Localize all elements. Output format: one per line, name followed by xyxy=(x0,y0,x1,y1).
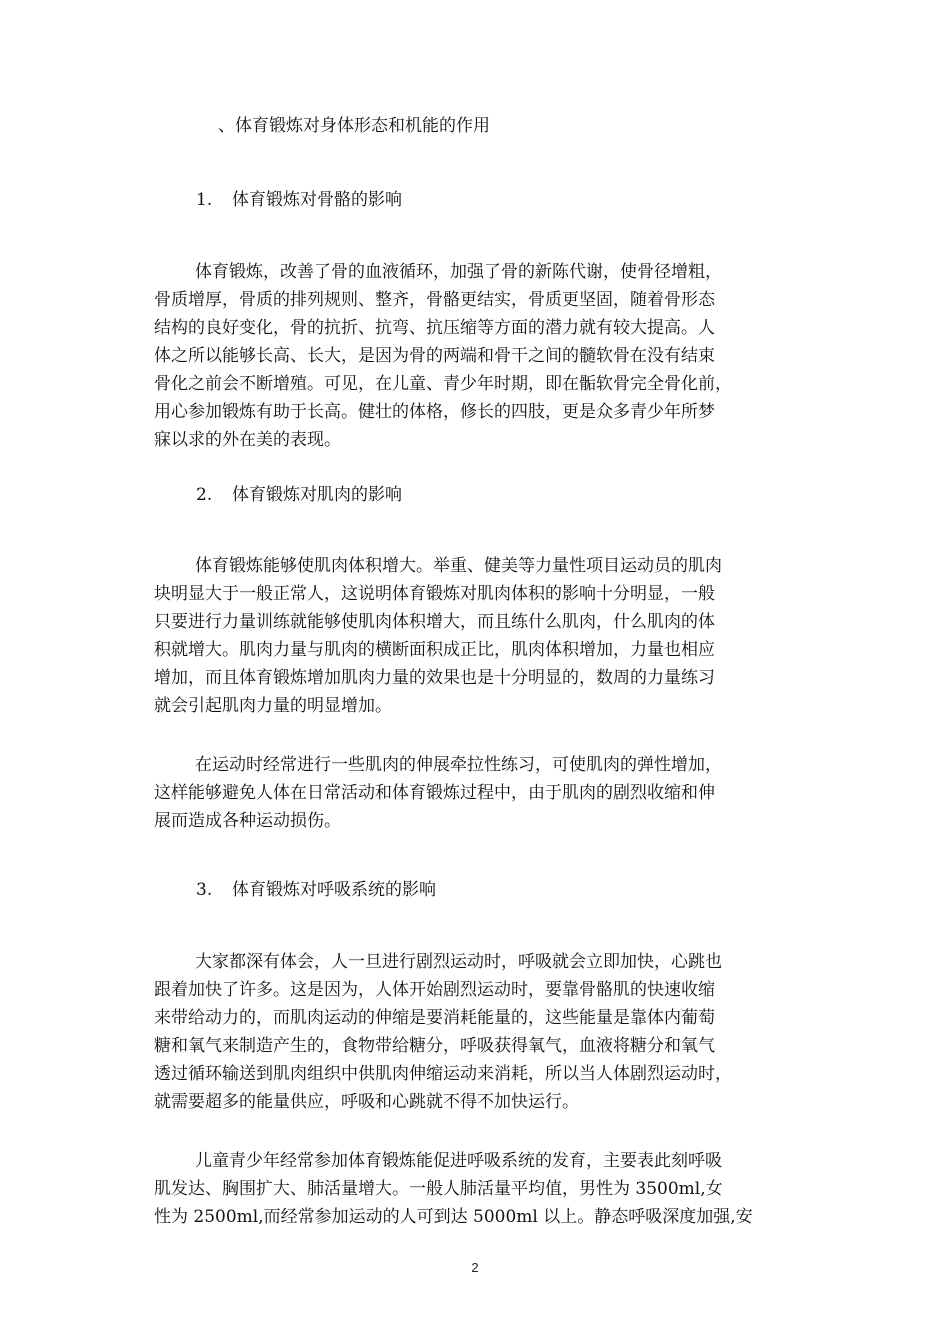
paragraph-line: 肌发达、胸围扩大、肺活量增大。一般人肺活量平均值，男性为 3500ml,女 xyxy=(154,1179,723,1199)
paragraph-line: 体育锻炼，改善了骨的血液循环，加强了骨的新陈代谢，使骨径增粗， xyxy=(195,262,722,282)
paragraph-line: 骨化之前会不断增殖。可见，在儿童、青少年时期，即在骺软骨完全骨化前， xyxy=(154,374,732,394)
paragraph-line: 体育锻炼能够使肌肉体积增大。举重、健美等力量性项目运动员的肌肉 xyxy=(195,556,722,576)
section-number: 3. xyxy=(196,880,213,900)
paragraph-respiration-2 xyxy=(154,1147,794,1231)
paragraph-line: 儿童青少年经常参加体育锻炼能促进呼吸系统的发育，主要表此刻呼吸 xyxy=(195,1151,722,1171)
paragraph-line: 糖和氧气来制造产生的，食物带给糖分，呼吸获得氧气，血液将糖分和氧气 xyxy=(154,1036,715,1056)
paragraph-line: 骨质增厚，骨质的排列规则、整齐，骨骼更结实，骨质更坚固，随着骨形态 xyxy=(154,290,715,310)
paragraph-line: 用心参加锻炼有助于长高。健壮的体格，修长的四肢，更是众多青少年所梦 xyxy=(154,402,715,422)
section-heading-1 xyxy=(196,188,402,212)
paragraph-line: 寐以求的外在美的表现。 xyxy=(154,430,341,450)
paragraph-line: 块明显大于一般正常人，这说明体育锻炼对肌肉体积的影响十分明显，一般 xyxy=(154,584,715,604)
paragraph-line: 来带给动力的，而肌肉运动的伸缩是要消耗能量的，这些能量是靠体内葡萄 xyxy=(154,1008,715,1028)
paragraph-line: 积就增大。肌肉力量与肌肉的横断面积成正比，肌肉体积增加，力量也相应 xyxy=(154,640,715,660)
paragraph-line: 这样能够避免人体在日常活动和体育锻炼过程中，由于肌肉的剧烈收缩和伸 xyxy=(154,783,715,803)
paragraph-line: 展而造成各种运动损伤。 xyxy=(154,811,341,831)
paragraph-line: 结构的良好变化，骨的抗折、抗弯、抗压缩等方面的潜力就有较大提高。人 xyxy=(154,318,715,338)
paragraph-line: 只要进行力量训练就能够使肌肉体积增大，而且练什么肌肉，什么肌肉的体 xyxy=(154,612,715,632)
section-heading-3 xyxy=(196,878,436,902)
section-number: 2. xyxy=(196,485,213,505)
section-title: 体育锻炼对骨骼的影响 xyxy=(232,190,402,210)
paragraph-line: 就会引起肌肉力量的明显增加。 xyxy=(154,696,392,716)
paragraph-muscle-1 xyxy=(154,552,794,720)
paragraph-respiration-1 xyxy=(154,948,794,1116)
section-title: 体育锻炼对呼吸系统的影响 xyxy=(232,880,436,900)
paragraph-line: 透过循环输送到肌肉组织中供肌肉伸缩运动来消耗，所以当人体剧烈运动时， xyxy=(154,1064,732,1084)
paragraph-line: 增加，而且体育锻炼增加肌肉力量的效果也是十分明显的，数周的力量练习 xyxy=(154,668,715,688)
document-title: 、体育锻炼对身体形态和机能的作用 xyxy=(218,116,490,136)
page-number: 2 xyxy=(471,1260,479,1275)
paragraph-line: 大家都深有体会，人一旦进行剧烈运动时，呼吸就会立即加快，心跳也 xyxy=(195,952,722,972)
paragraph-line: 在运动时经常进行一些肌肉的伸展牵拉性练习，可使肌肉的弹性增加， xyxy=(195,755,722,775)
paragraph-line: 就需要超多的能量供应，呼吸和心跳就不得不加快运行。 xyxy=(154,1092,579,1112)
paragraph-line: 跟着加快了许多。这是因为，人体开始剧烈运动时，要靠骨骼肌的快速收缩 xyxy=(154,980,715,1000)
paragraph-line: 性为 2500ml,而经常参加运动的人可到达 5000ml 以上。静态呼吸深度加强,安 xyxy=(154,1207,753,1227)
paragraph-line: 体之所以能够长高、长大，是因为骨的两端和骨干之间的髓软骨在没有结束 xyxy=(154,346,715,366)
section-title: 体育锻炼对肌肉的影响 xyxy=(232,485,402,505)
section-heading-2 xyxy=(196,483,402,507)
section-number: 1. xyxy=(196,190,213,210)
paragraph-bone xyxy=(154,258,794,454)
paragraph-muscle-2 xyxy=(154,751,794,835)
